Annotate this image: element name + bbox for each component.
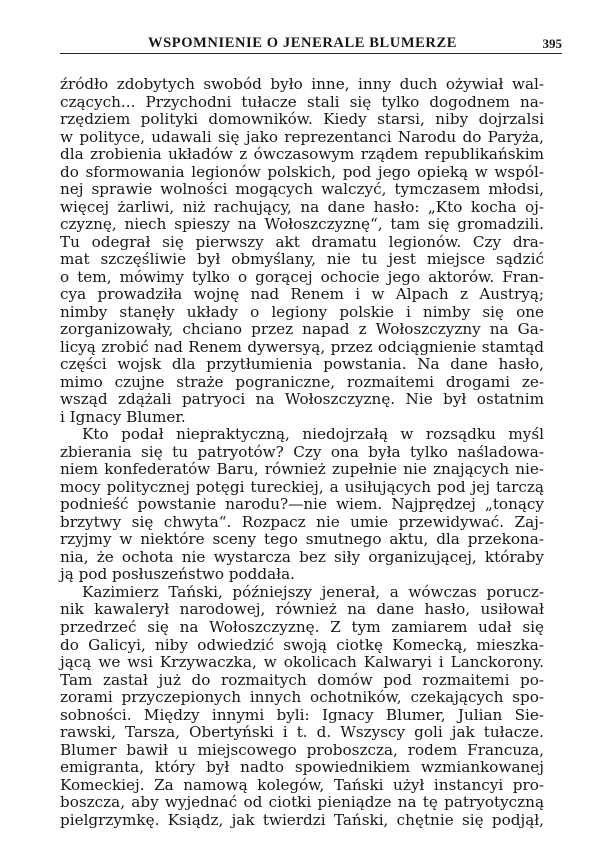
text-line: sobności. Między innymi byli: Ignacy Blumer, Julian Sie- [60, 705, 544, 724]
text-line: więcej żarliwi, niż rachujący, na dane hasło: „Kto kocha oj- [60, 197, 544, 216]
text-line: jącą we wsi Krzywaczka, w okolicach Kalwaryi i Lanckorony. [60, 653, 544, 672]
text-line: nimby stanęły układy o legiony polskie i nimby się one [60, 302, 544, 321]
text-line: czących... Przychodni tułacze stali się tylko dogodnem na- [60, 92, 544, 111]
running-title: WSPOMNIENIE O JENERALE BLUMERZE [148, 35, 458, 51]
paragraph-start-line: Kazimierz Tański, późniejszy jenerał, a wówczas porucz- [82, 582, 544, 601]
text-line: w polityce, udawali się jako reprezentanci Narodu do Paryża, [60, 127, 544, 146]
text-line: Komeckiej. Za namową kolegów, Tański użył instancyi pro- [60, 775, 544, 794]
paragraph-start-line: Kto podał niepraktyczną, niedojrzałą w rozsądku myśl [82, 425, 544, 444]
text-line: dla zrobienia układów z ówczasowym rządem republikańskim [60, 145, 544, 164]
text-line: licyą zrobić nad Renem dywersyą, przez odciągnienie stamtąd [60, 337, 544, 356]
text-line: podnieść powstanie narodu?—nie wiem. Najprędzej „tonący [60, 495, 544, 514]
text-line: wsząd zdążali patryoci na Wołoszczyznę. Nie był ostatnim [60, 390, 544, 409]
body-text [60, 76, 544, 829]
text-line: niem konfederatów Baru, również zupełnie nie znających nie- [60, 460, 544, 479]
text-line: Tu odegrał się pierwszy akt dramatu legionów. Czy dra- [60, 232, 544, 251]
text-line: do Galicyi, niby odwiedzić swoją ciotkę Komecką, mieszka- [60, 635, 544, 654]
text-line: pielgrzymkę. Ksiądz, jak twierdzi Tański, chętnie się podjął, [60, 810, 544, 829]
text-line: rzędziem polityki domowników. Kiedy starsi, niby dojrzalsi [60, 110, 544, 129]
text-line: emigranta, który był nadto spowiednikiem wzmiankowanej [60, 758, 544, 777]
text-line: mat szczęśliwie był obmyślany, nie tu jest miejsce sądzić [60, 250, 544, 269]
text-line: rawski, Tarsza, Obertyński i t. d. Wszyscy goli jak tułacze. [60, 723, 544, 742]
text-line: o tem, mówimy tylko o gorącej ochocie jego aktorów. Fran- [60, 267, 544, 286]
text-line: części wojsk dla przytłumienia powstania. Na dane hasło, [60, 355, 544, 374]
text-line: źródło zdobytych swobód było inne, inny duch ożywiał wal- [60, 75, 544, 93]
page-number: 395 [542, 36, 562, 51]
text-line: nia, że ochota nie wystarcza bez siły organizującej, któraby [60, 547, 544, 566]
paragraph-end-line: ją pod posłuszeństwo poddała. [60, 565, 295, 584]
text-line: Tam zastał już do rozmaitych domów pod rozmaitemi po- [60, 670, 544, 689]
text-line: zorami przyczepionych innych ochotników, czekających spo- [60, 688, 544, 707]
text-line: przedrzeć się na Wołoszczyznę. Z tym zamiarem udał się [60, 617, 544, 636]
text-line: nik kawalerył narodowej, również na dane hasło, usiłował [60, 600, 544, 619]
text-line: brzytwy się chwyta“. Rozpacz nie umie przewidywać. Zaj- [60, 512, 544, 531]
text-line: mocy politycznej potęgi tureckiej, a usiłujących pod jej tarczą [60, 477, 544, 496]
running-head [60, 33, 562, 54]
text-line: zorganizowały, chciano przez napad z Wołoszczyzny na Ga- [60, 320, 544, 339]
paragraph-end-line: i Ignacy Blumer. [60, 407, 186, 426]
text-line: zbierania się tu patryotów? Czy ona była tylko naśladowa- [60, 442, 544, 461]
text-line: mimo czujne straże pograniczne, rozmaitemi drogami ze- [60, 372, 544, 391]
text-line: nej sprawie wolności mogących walczyć, tymczasem młodsi, [60, 180, 544, 199]
text-line: boszcza, aby wyjednać od ciotki pieniądze na tę patryotyczną [60, 793, 544, 812]
text-line: Blumer bawił u miejscowego proboszcza, rodem Francuza, [60, 740, 544, 759]
text-line: do sformowania legionów polskich, pod jego opieką w wspól- [60, 162, 544, 181]
text-line: cya prowadziła wojnę nad Renem i w Alpach z Austryą; [60, 285, 544, 304]
text-line: rzyjmy w niektóre sceny tego smutnego aktu, dla przekona- [60, 530, 544, 549]
text-line: czyznę, niech spieszy na Wołoszczyznę“, tam się gromadzili. [60, 215, 544, 234]
